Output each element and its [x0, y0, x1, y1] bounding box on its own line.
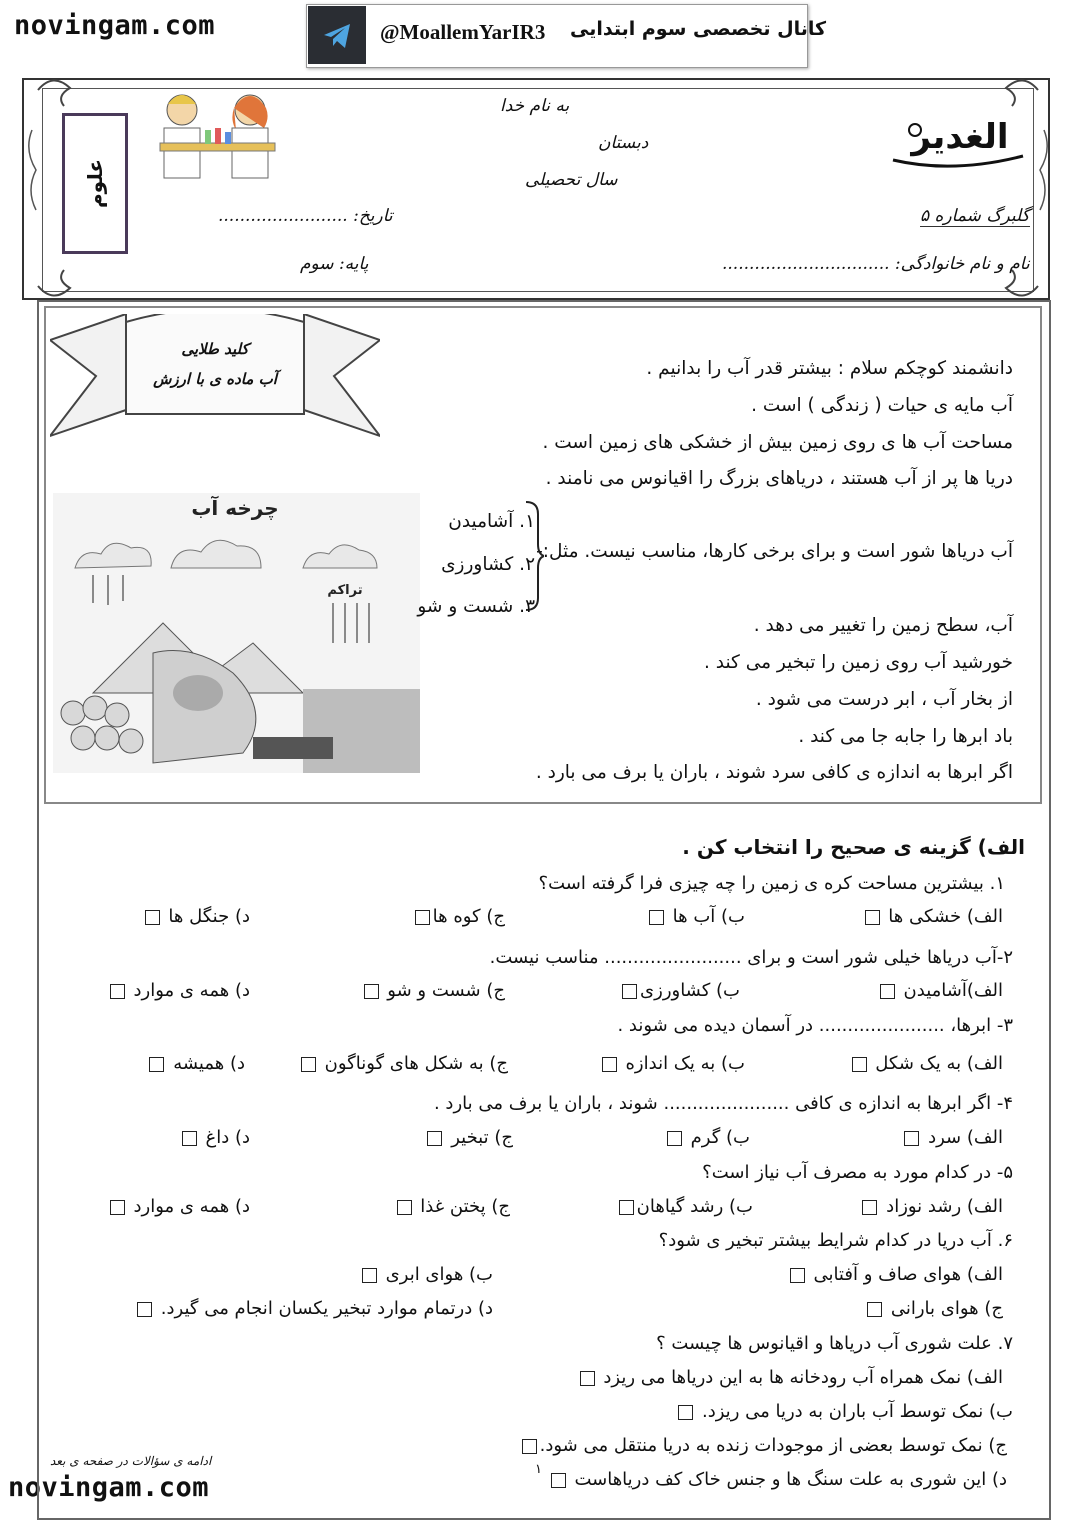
checkbox[interactable] [862, 1200, 877, 1215]
option-choice[interactable]: ج) کوه ها [412, 906, 505, 927]
school-logo [885, 100, 1035, 180]
checkbox[interactable] [865, 910, 880, 925]
checkbox[interactable] [415, 910, 430, 925]
checkbox[interactable] [137, 1302, 152, 1317]
option-choice[interactable]: د) همیشه [146, 1053, 245, 1074]
bismillah: به نام خدا [500, 96, 570, 116]
page-number: ۱ [535, 1462, 542, 1477]
year-label: سال تحصیلی [525, 170, 618, 190]
checkbox[interactable] [145, 910, 160, 925]
checkbox[interactable] [551, 1473, 566, 1488]
intro-line: اگر ابرها به اندازه ی کافی سرد شوند ، باران یا برف می بارد . [535, 762, 1013, 783]
checkbox[interactable] [522, 1439, 537, 1454]
option-choice[interactable]: ب) کشاورزی [619, 980, 740, 1001]
option-choice[interactable]: ج) تبخیر [424, 1127, 513, 1148]
student-name-field[interactable]: نام و نام خانوادگی: ............................... [722, 254, 1030, 274]
option-choice[interactable]: ب) نمک توسط آب باران به دریا می ریزد. [675, 1401, 1013, 1422]
option-choice[interactable]: ب) آب ها [646, 906, 745, 927]
option-choice[interactable]: الف) نمک همراه آب رودخانه ها به این دریاها می ریزد [577, 1367, 1003, 1388]
checkbox[interactable] [364, 984, 379, 999]
golden-key-title: کلید طلایی [181, 340, 249, 358]
checkbox[interactable] [867, 1302, 882, 1317]
option-choice[interactable]: ج) پختن غذا [394, 1196, 510, 1217]
option-choice[interactable]: الف) هوای صاف و آفتابی [787, 1264, 1003, 1285]
checkbox[interactable] [149, 1057, 164, 1072]
section-title: الف) گزینه ی صحیح را انتخاب کن . [682, 835, 1025, 859]
telegram-icon[interactable] [308, 6, 366, 64]
footer-note: ادامه ی سؤالات در صفحه ی بعد [50, 1454, 212, 1468]
intro-line: آب دریاها شور است و برای برخی کارها، مناسب نیست. مثل:- [536, 541, 1013, 562]
channel-name: کانال تخصصی سوم ابتدایی [570, 18, 827, 40]
intro-line: آب، سطح زمین را تغییر می دهد . [753, 615, 1013, 636]
svg-text:الغدیر: الغدیر [911, 117, 1009, 157]
water-cycle-image [53, 493, 420, 773]
question-text: ۵- در کدام مورد به مصرف آب نیاز است؟ [702, 1162, 1013, 1183]
option-choice[interactable]: الف) رشد نوزاد [859, 1196, 1003, 1217]
option-choice[interactable]: د) داغ [179, 1127, 250, 1148]
sheet-number: گلبرگ شماره ۵ [920, 206, 1030, 226]
question-text: ۱. بیشترین مساحت کره ی زمین را چه چیزی فرا گرفته است؟ [538, 873, 1005, 894]
svg-text:تراکم: تراکم [327, 583, 363, 598]
checkbox[interactable] [619, 1200, 634, 1215]
subject-box [62, 113, 128, 254]
checkbox[interactable] [622, 984, 637, 999]
checkbox[interactable] [602, 1057, 617, 1072]
intro-line: مساحت آب ها ی روی زمین بیش از خشکی های زمین است . [542, 432, 1013, 453]
option-choice[interactable]: د) همه ی موارد [107, 1196, 250, 1217]
intro-line: از بخار آب ، ابر درست می شود . [755, 689, 1013, 710]
example-item: ۲. کشاورزی [441, 554, 535, 575]
golden-key-subtitle: آب ماده ی با ارزش [153, 370, 277, 388]
question-text: ۶. آب دریا در کدام شرایط بیشتر تبخیر ی شود؟ [658, 1230, 1013, 1251]
checkbox[interactable] [427, 1131, 442, 1146]
option-choice[interactable]: الف) سرد [901, 1127, 1003, 1148]
checkbox[interactable] [301, 1057, 316, 1072]
scientists-illustration [150, 88, 285, 188]
grade-label: پایه: سوم [300, 254, 369, 274]
checkbox[interactable] [904, 1131, 919, 1146]
channel-handle[interactable]: @MoallemYarIR3 [380, 20, 546, 44]
checkbox[interactable] [397, 1200, 412, 1215]
question-text: ۴- اگر ابرها به اندازه ی کافی ...................... شوند ، باران یا برف می بارد . [433, 1093, 1013, 1114]
option-choice[interactable]: د) جنگل ها [142, 906, 250, 927]
option-choice[interactable]: ب) هوای ابری [359, 1264, 493, 1285]
checkbox[interactable] [580, 1371, 595, 1386]
checkbox[interactable] [852, 1057, 867, 1072]
svg-text:چرخه آب: چرخه آب [191, 496, 279, 520]
question-text: ۷. علت شوری آب دریاها و اقیانوس ها چیست ؟ [656, 1333, 1013, 1354]
option-choice[interactable]: الف)آشامیدن [877, 980, 1003, 1001]
option-choice[interactable]: ج) به شکل های گوناگون [298, 1053, 508, 1074]
subject-label: علوم [83, 158, 107, 209]
question-text: ۳- ابرها، ...................... در آسمان دیده می شوند . [617, 1015, 1013, 1036]
option-choice[interactable]: ج) هوای بارانی [864, 1298, 1003, 1319]
option-choice[interactable]: الف) خشکی ها [862, 906, 1003, 927]
example-item: ۱. آشامیدن [448, 511, 535, 532]
option-choice[interactable]: ب) به یک اندازه [599, 1053, 745, 1074]
option-choice[interactable]: ج) شست و شو [361, 980, 505, 1001]
option-choice[interactable]: د) این شوری به علت سنگ ها و جنس خاک کف دریاهاست [548, 1469, 1007, 1490]
intro-line: باد ابرها را جابه جا می کند . [798, 726, 1013, 747]
checkbox[interactable] [880, 984, 895, 999]
option-choice[interactable]: ب) گرم [664, 1127, 750, 1148]
option-choice[interactable]: ج) نمک توسط بعضی از موجودات زنده به دریا منتقل می شود. [519, 1435, 1007, 1456]
checkbox[interactable] [790, 1268, 805, 1283]
option-choice[interactable]: ب) رشد گیاهان [616, 1196, 753, 1217]
watermark-bottom: novingam.com [8, 1472, 210, 1503]
date-field[interactable]: تاریخ: ........................ [218, 206, 393, 226]
option-choice[interactable]: د) همه ی موارد [107, 980, 250, 1001]
watermark-top: novingam.com [14, 10, 216, 41]
intro-line: دانشمند کوچکم سلام : بیشتر قدر آب را بدانیم . [646, 358, 1013, 379]
example-item: ۳. شست و شو [417, 596, 535, 617]
checkbox[interactable] [110, 984, 125, 999]
checkbox[interactable] [182, 1131, 197, 1146]
option-choice[interactable]: الف) به یک شکل [849, 1053, 1003, 1074]
checkbox[interactable] [678, 1405, 693, 1420]
checkbox[interactable] [649, 910, 664, 925]
school-label: دبستان [598, 133, 649, 153]
checkbox[interactable] [667, 1131, 682, 1146]
intro-line: آب مایه ی حیات ( زندگی ) است . [751, 395, 1013, 416]
question-text: ۲-آب دریاها خیلی شور است و برای ........................ مناسب نیست. [489, 947, 1013, 968]
checkbox[interactable] [362, 1268, 377, 1283]
checkbox[interactable] [110, 1200, 125, 1215]
option-choice[interactable]: د) درتمام موارد تبخیر یکسان انجام می گیرد. [134, 1298, 493, 1319]
intro-line: خورشید آب روی زمین را تبخیر می کند . [703, 652, 1013, 673]
intro-line: دریا ها پر از آب هستند ، دریاهای بزرگ را اقیانوس می نامند . [545, 468, 1013, 489]
